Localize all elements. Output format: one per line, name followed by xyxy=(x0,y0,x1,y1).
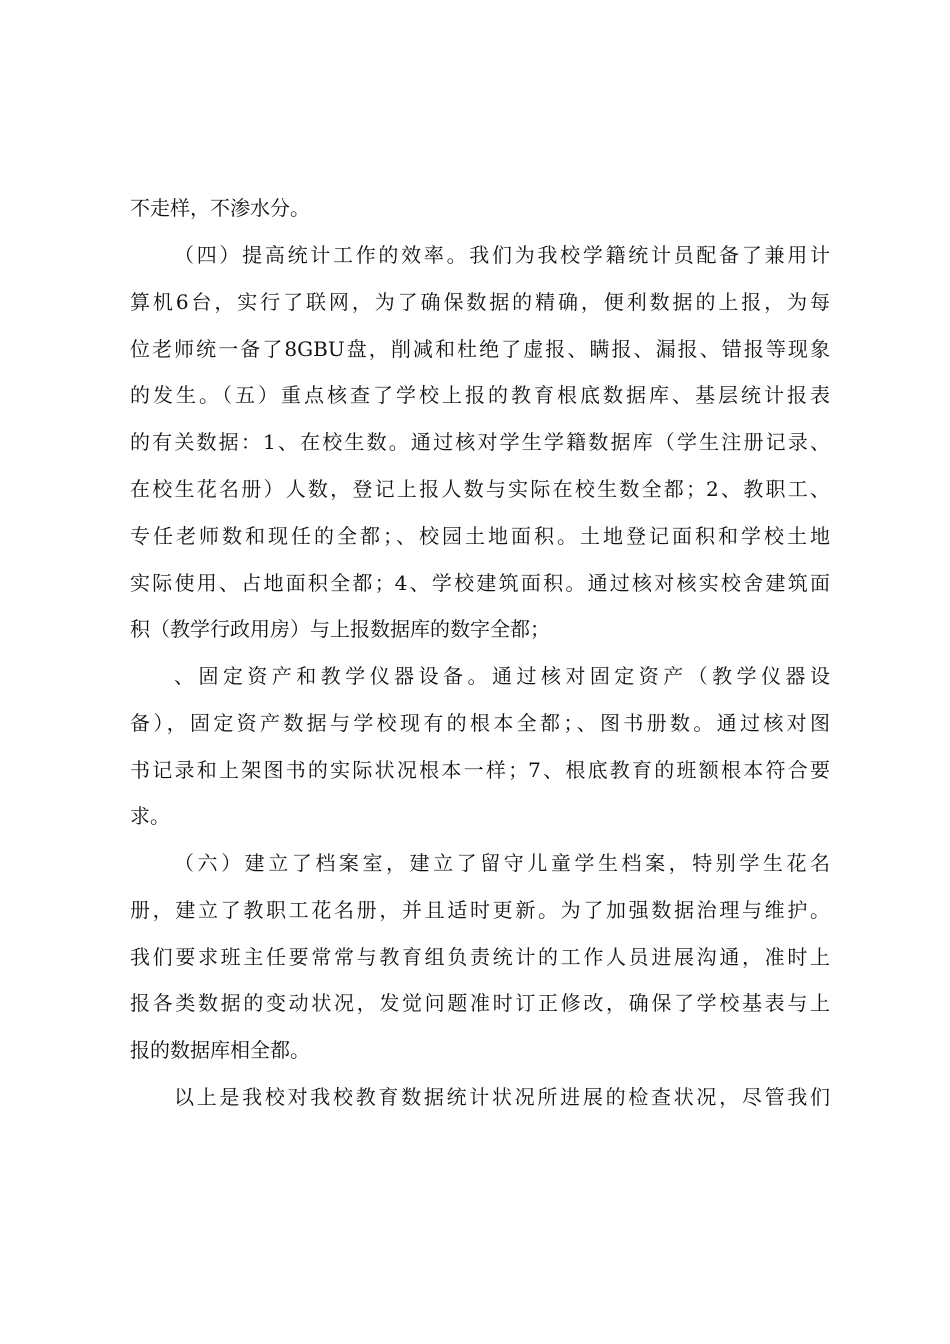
paragraph-line: （四）提高统计工作的效率。我们为我校学籍统计员配备了兼用计 xyxy=(174,243,830,267)
paragraph-line: 算机6台，实行了联网，为了确保数据的精确，便利数据的上报，为每 xyxy=(130,290,830,314)
paragraph-line: 积（教学行政用房）与上报数据库的数字全都； xyxy=(130,617,550,641)
paragraph-line: 不走样，不渗水分。 xyxy=(130,196,310,220)
paragraph-line: 报各类数据的变动状况，发觉问题准时订正修改，确保了学校基表与上 xyxy=(130,991,830,1015)
paragraph-line: 以上是我校对我校教育数据统计状况所进展的检查状况，尽管我们 xyxy=(174,1085,830,1109)
paragraph-line: 位老师统一备了8GBU盘，削减和杜绝了虚报、瞒报、漏报、错报等现象 xyxy=(130,337,830,361)
paragraph-line: 、固定资产和教学仪器设备。通过核对固定资产（教学仪器设 xyxy=(174,664,830,688)
paragraph-line: 我们要求班主任要常常与教育组负责统计的工作人员进展沟通，准时上 xyxy=(130,945,830,969)
paragraph-line: 求。 xyxy=(130,804,170,828)
paragraph-line: 在校生花名册）人数，登记上报人数与实际在校生数全都；2、教职工、 xyxy=(130,477,830,501)
paragraph-line: 册，建立了教职工花名册，并且适时更新。为了加强数据治理与维护。 xyxy=(130,898,830,922)
paragraph-line: 专任老师数和现任的全都；、校园土地面积。土地登记面积和学校土地 xyxy=(130,524,830,548)
paragraph-line: 的有关数据：1、在校生数。通过核对学生学籍数据库（学生注册记录、 xyxy=(130,430,830,454)
paragraph-line: 书记录和上架图书的实际状况根本一样；7、根底教育的班额根本符合要 xyxy=(130,758,830,782)
paragraph-line: （六）建立了档案室，建立了留守儿童学生档案，特别学生花名 xyxy=(174,851,830,875)
paragraph-line: 报的数据库相全都。 xyxy=(130,1038,310,1062)
paragraph-line: 实际使用、占地面积全都；4、学校建筑面积。通过核对核实校舍建筑面 xyxy=(130,571,830,595)
paragraph-line: 备），固定资产数据与学校现有的根本全都；、图书册数。通过核对图 xyxy=(130,711,830,735)
paragraph-line: 的发生。（五）重点核查了学校上报的教育根底数据库、基层统计报表 xyxy=(130,383,830,407)
